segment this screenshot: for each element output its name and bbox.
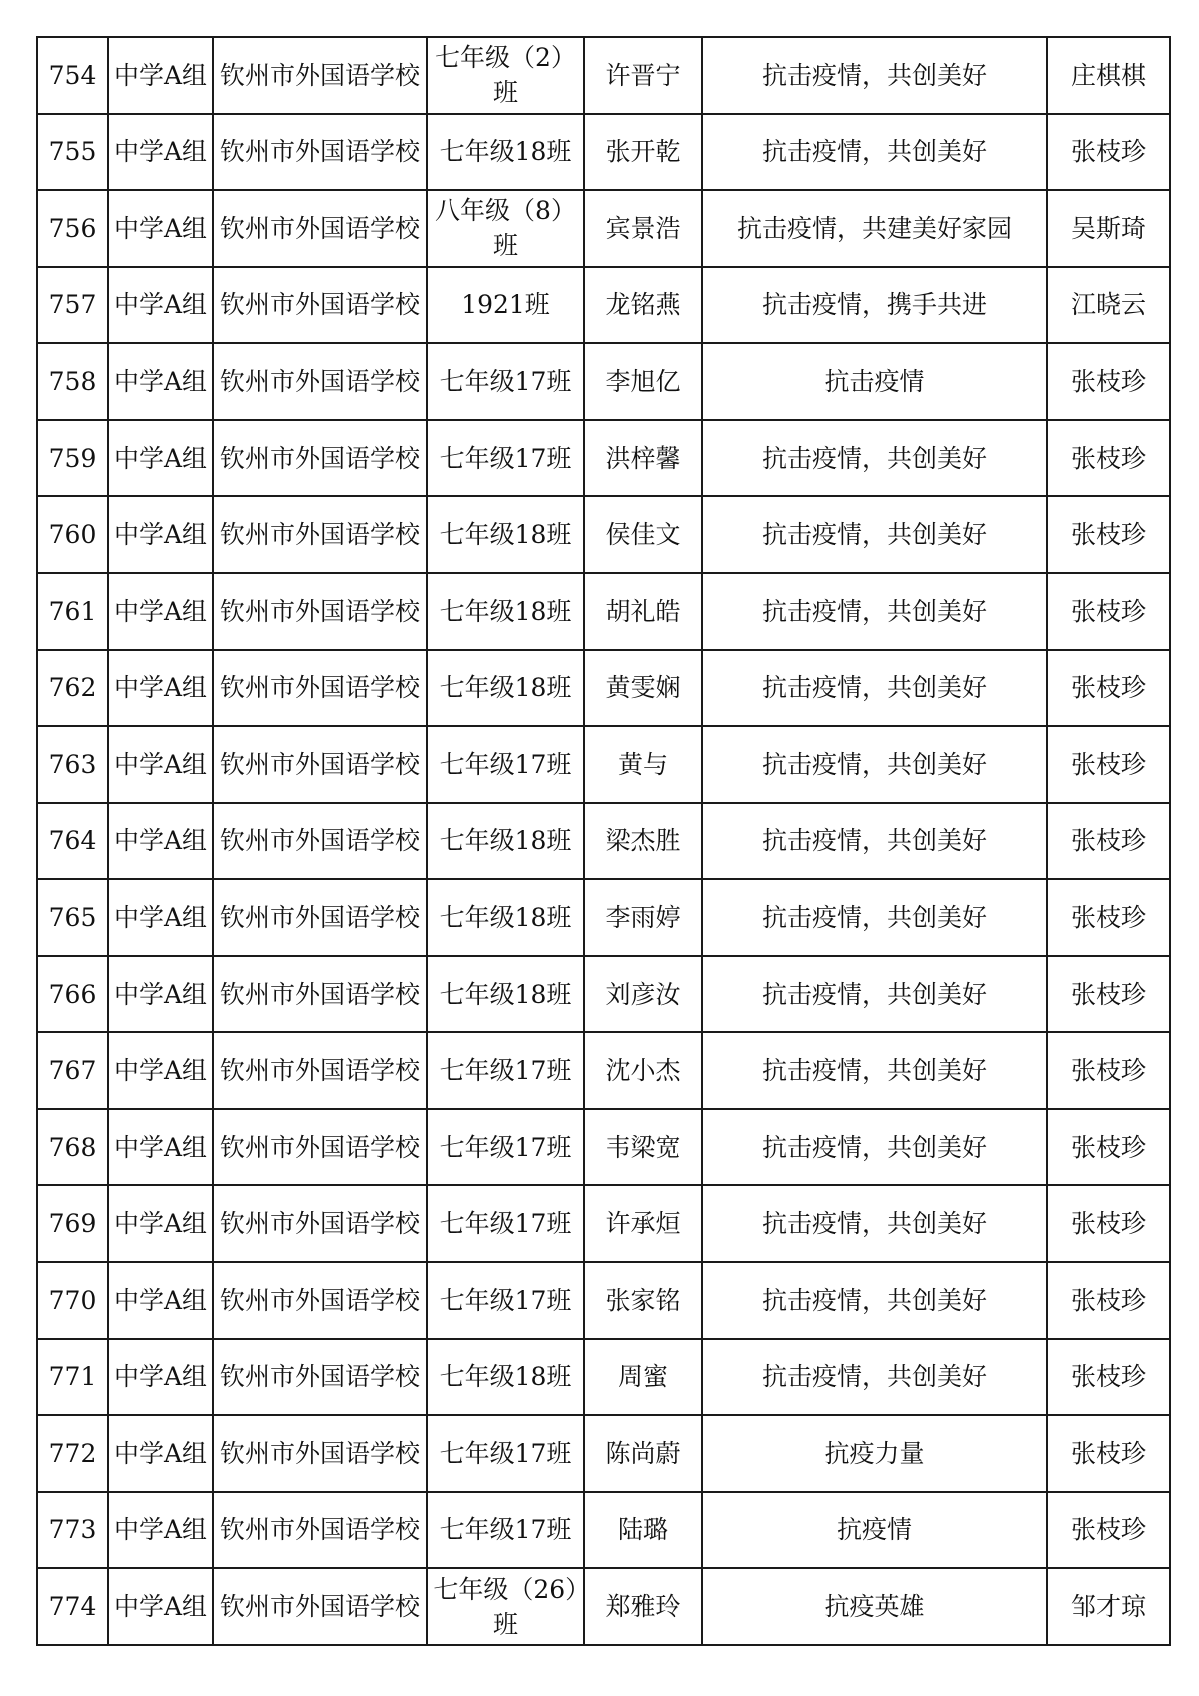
student-name-cell: 李雨婷 <box>584 879 702 956</box>
group-cell: 中学A组 <box>108 1415 213 1492</box>
entry-number-cell: 770 <box>37 1262 108 1339</box>
class-cell: 七年级17班 <box>427 1262 584 1339</box>
class-cell: 七年级17班 <box>427 1032 584 1109</box>
table-row <box>37 1185 1170 1262</box>
work-title-cell: 抗击疫情 <box>702 343 1047 420</box>
school-cell: 钦州市外国语学校 <box>213 496 427 573</box>
teacher-name-cell: 张枝珍 <box>1047 420 1170 497</box>
work-title-cell: 抗击疫情，共创美好 <box>702 1109 1047 1186</box>
teacher-name-cell: 庄棋棋 <box>1047 37 1170 114</box>
work-title-cell: 抗击疫情，共创美好 <box>702 420 1047 497</box>
table-row <box>37 1415 1170 1492</box>
group-cell: 中学A组 <box>108 650 213 727</box>
teacher-name-cell: 张枝珍 <box>1047 726 1170 803</box>
work-title-cell: 抗击疫情，共创美好 <box>702 573 1047 650</box>
table-row <box>37 573 1170 650</box>
entry-number-cell: 758 <box>37 343 108 420</box>
school-cell: 钦州市外国语学校 <box>213 1185 427 1262</box>
entry-number-cell: 771 <box>37 1339 108 1416</box>
group-cell: 中学A组 <box>108 1185 213 1262</box>
group-cell: 中学A组 <box>108 573 213 650</box>
group-cell: 中学A组 <box>108 343 213 420</box>
school-cell: 钦州市外国语学校 <box>213 190 427 267</box>
table-row <box>37 1109 1170 1186</box>
entry-number-cell: 757 <box>37 267 108 344</box>
school-cell: 钦州市外国语学校 <box>213 1415 427 1492</box>
table-row <box>37 879 1170 956</box>
entry-number-cell: 765 <box>37 879 108 956</box>
student-name-cell: 洪梓馨 <box>584 420 702 497</box>
school-cell: 钦州市外国语学校 <box>213 37 427 114</box>
student-name-cell: 郑雅玲 <box>584 1568 702 1645</box>
student-name-cell: 侯佳文 <box>584 496 702 573</box>
student-name-cell: 周蜜 <box>584 1339 702 1416</box>
work-title-cell: 抗击疫情，共创美好 <box>702 879 1047 956</box>
table-row <box>37 1339 1170 1416</box>
table-row <box>37 803 1170 880</box>
table-row <box>37 1262 1170 1339</box>
student-name-cell: 胡礼皓 <box>584 573 702 650</box>
student-name-cell: 龙铭燕 <box>584 267 702 344</box>
table-row <box>37 37 1170 114</box>
teacher-name-cell: 江晓云 <box>1047 267 1170 344</box>
class-cell: 七年级17班 <box>427 1415 584 1492</box>
student-name-cell: 韦梁宽 <box>584 1109 702 1186</box>
group-cell: 中学A组 <box>108 190 213 267</box>
work-title-cell: 抗击疫情，共创美好 <box>702 114 1047 191</box>
teacher-name-cell: 张枝珍 <box>1047 573 1170 650</box>
class-cell: 七年级18班 <box>427 879 584 956</box>
class-cell: 七年级17班 <box>427 1185 584 1262</box>
teacher-name-cell: 张枝珍 <box>1047 496 1170 573</box>
work-title-cell: 抗击疫情，共创美好 <box>702 650 1047 727</box>
student-name-cell: 刘彦汝 <box>584 956 702 1033</box>
school-cell: 钦州市外国语学校 <box>213 1492 427 1569</box>
student-name-cell: 许晋宁 <box>584 37 702 114</box>
class-cell: 七年级18班 <box>427 803 584 880</box>
teacher-name-cell: 张枝珍 <box>1047 1109 1170 1186</box>
teacher-name-cell: 张枝珍 <box>1047 803 1170 880</box>
work-title-cell: 抗击疫情，共创美好 <box>702 1339 1047 1416</box>
group-cell: 中学A组 <box>108 267 213 344</box>
table-row <box>37 496 1170 573</box>
school-cell: 钦州市外国语学校 <box>213 1568 427 1645</box>
table-row <box>37 420 1170 497</box>
entry-number-cell: 768 <box>37 1109 108 1186</box>
teacher-name-cell: 张枝珍 <box>1047 1492 1170 1569</box>
class-cell: 七年级18班 <box>427 496 584 573</box>
class-cell: 七年级17班 <box>427 726 584 803</box>
table-row <box>37 956 1170 1033</box>
teacher-name-cell: 张枝珍 <box>1047 1032 1170 1109</box>
group-cell: 中学A组 <box>108 1492 213 1569</box>
class-cell: 七年级18班 <box>427 114 584 191</box>
entry-number-cell: 764 <box>37 803 108 880</box>
school-cell: 钦州市外国语学校 <box>213 879 427 956</box>
school-cell: 钦州市外国语学校 <box>213 1032 427 1109</box>
class-cell: 七年级（2）班 <box>427 37 584 114</box>
student-name-cell: 宾景浩 <box>584 190 702 267</box>
work-title-cell: 抗击疫情，共创美好 <box>702 956 1047 1033</box>
entry-number-cell: 769 <box>37 1185 108 1262</box>
teacher-name-cell: 张枝珍 <box>1047 1415 1170 1492</box>
student-name-cell: 黄雯娴 <box>584 650 702 727</box>
work-title-cell: 抗击疫情，共创美好 <box>702 726 1047 803</box>
teacher-name-cell: 张枝珍 <box>1047 1262 1170 1339</box>
table-body <box>37 37 1170 1645</box>
teacher-name-cell: 张枝珍 <box>1047 114 1170 191</box>
entry-number-cell: 767 <box>37 1032 108 1109</box>
group-cell: 中学A组 <box>108 420 213 497</box>
school-cell: 钦州市外国语学校 <box>213 726 427 803</box>
school-cell: 钦州市外国语学校 <box>213 650 427 727</box>
work-title-cell: 抗击疫情，携手共进 <box>702 267 1047 344</box>
school-cell: 钦州市外国语学校 <box>213 1339 427 1416</box>
entry-number-cell: 766 <box>37 956 108 1033</box>
teacher-name-cell: 张枝珍 <box>1047 1185 1170 1262</box>
student-name-cell: 黄与 <box>584 726 702 803</box>
table-row <box>37 114 1170 191</box>
class-cell: 1921班 <box>427 267 584 344</box>
group-cell: 中学A组 <box>108 726 213 803</box>
group-cell: 中学A组 <box>108 37 213 114</box>
table-row <box>37 1032 1170 1109</box>
work-title-cell: 抗击疫情，共创美好 <box>702 1262 1047 1339</box>
school-cell: 钦州市外国语学校 <box>213 1109 427 1186</box>
entry-number-cell: 756 <box>37 190 108 267</box>
group-cell: 中学A组 <box>108 1032 213 1109</box>
student-name-cell: 李旭亿 <box>584 343 702 420</box>
student-name-cell: 沈小杰 <box>584 1032 702 1109</box>
group-cell: 中学A组 <box>108 1568 213 1645</box>
table-row <box>37 343 1170 420</box>
work-title-cell: 抗击疫情，共创美好 <box>702 1185 1047 1262</box>
group-cell: 中学A组 <box>108 1109 213 1186</box>
school-cell: 钦州市外国语学校 <box>213 1262 427 1339</box>
work-title-cell: 抗疫力量 <box>702 1415 1047 1492</box>
group-cell: 中学A组 <box>108 114 213 191</box>
teacher-name-cell: 吴斯琦 <box>1047 190 1170 267</box>
table-row <box>37 1492 1170 1569</box>
entry-number-cell: 773 <box>37 1492 108 1569</box>
class-cell: 七年级17班 <box>427 1492 584 1569</box>
teacher-name-cell: 张枝珍 <box>1047 1339 1170 1416</box>
teacher-name-cell: 张枝珍 <box>1047 879 1170 956</box>
entry-number-cell: 763 <box>37 726 108 803</box>
school-cell: 钦州市外国语学校 <box>213 956 427 1033</box>
teacher-name-cell: 张枝珍 <box>1047 343 1170 420</box>
student-name-cell: 张家铭 <box>584 1262 702 1339</box>
work-title-cell: 抗击疫情，共创美好 <box>702 496 1047 573</box>
entry-number-cell: 754 <box>37 37 108 114</box>
group-cell: 中学A组 <box>108 496 213 573</box>
class-cell: 七年级17班 <box>427 1109 584 1186</box>
school-cell: 钦州市外国语学校 <box>213 343 427 420</box>
entries-table <box>36 36 1171 1646</box>
group-cell: 中学A组 <box>108 879 213 956</box>
work-title-cell: 抗疫情 <box>702 1492 1047 1569</box>
entry-number-cell: 772 <box>37 1415 108 1492</box>
table-row <box>37 650 1170 727</box>
teacher-name-cell: 张枝珍 <box>1047 650 1170 727</box>
table-row <box>37 726 1170 803</box>
student-name-cell: 梁杰胜 <box>584 803 702 880</box>
group-cell: 中学A组 <box>108 803 213 880</box>
student-name-cell: 陆璐 <box>584 1492 702 1569</box>
class-cell: 七年级17班 <box>427 343 584 420</box>
work-title-cell: 抗疫英雄 <box>702 1568 1047 1645</box>
entry-number-cell: 760 <box>37 496 108 573</box>
group-cell: 中学A组 <box>108 1262 213 1339</box>
entry-number-cell: 761 <box>37 573 108 650</box>
work-title-cell: 抗击疫情，共创美好 <box>702 803 1047 880</box>
table-row <box>37 267 1170 344</box>
table-row <box>37 190 1170 267</box>
teacher-name-cell: 张枝珍 <box>1047 956 1170 1033</box>
student-name-cell: 许承烜 <box>584 1185 702 1262</box>
group-cell: 中学A组 <box>108 1339 213 1416</box>
school-cell: 钦州市外国语学校 <box>213 573 427 650</box>
work-title-cell: 抗击疫情，共建美好家园 <box>702 190 1047 267</box>
class-cell: 七年级18班 <box>427 573 584 650</box>
class-cell: 七年级（26）班 <box>427 1568 584 1645</box>
school-cell: 钦州市外国语学校 <box>213 420 427 497</box>
school-cell: 钦州市外国语学校 <box>213 803 427 880</box>
class-cell: 七年级17班 <box>427 420 584 497</box>
school-cell: 钦州市外国语学校 <box>213 114 427 191</box>
teacher-name-cell: 邹才琼 <box>1047 1568 1170 1645</box>
school-cell: 钦州市外国语学校 <box>213 267 427 344</box>
class-cell: 七年级18班 <box>427 650 584 727</box>
group-cell: 中学A组 <box>108 956 213 1033</box>
entry-number-cell: 759 <box>37 420 108 497</box>
entry-number-cell: 762 <box>37 650 108 727</box>
work-title-cell: 抗击疫情，共创美好 <box>702 37 1047 114</box>
table-row <box>37 1568 1170 1645</box>
entry-number-cell: 755 <box>37 114 108 191</box>
class-cell: 七年级18班 <box>427 956 584 1033</box>
student-name-cell: 张开乾 <box>584 114 702 191</box>
class-cell: 八年级（8）班 <box>427 190 584 267</box>
student-name-cell: 陈尚蔚 <box>584 1415 702 1492</box>
class-cell: 七年级18班 <box>427 1339 584 1416</box>
work-title-cell: 抗击疫情，共创美好 <box>702 1032 1047 1109</box>
entry-number-cell: 774 <box>37 1568 108 1645</box>
